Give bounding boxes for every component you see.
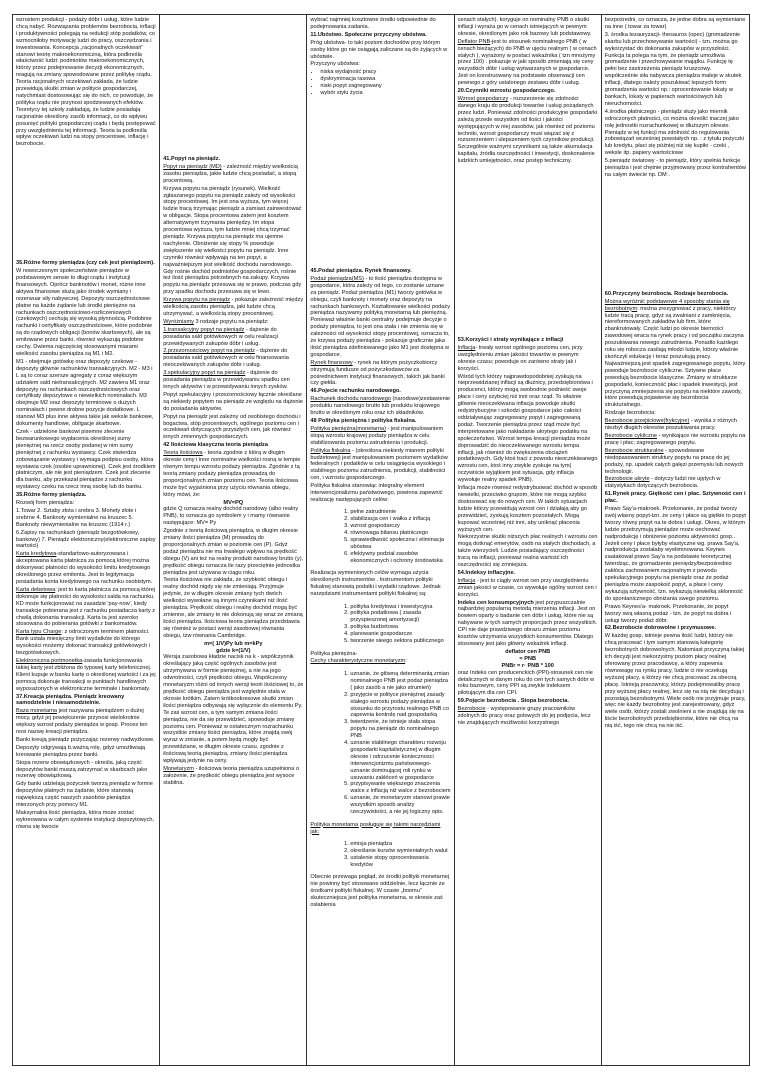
list-item: 5. przypisywanie większego znaczenia walce z inflacją niż walce z bezrobociem <box>350 781 450 795</box>
section-heading: 59.Pojęcie bezrobocia . Stopa bezrobocia. <box>457 698 569 705</box>
paragraph-text: 6.Zapisy na rachunkach (pieniądz bezgotówkowy, bankowy) 7. Pieniądz elektroniczny(elektroniczne zapisy wartości) <box>16 529 156 550</box>
paragraph <box>16 781 156 809</box>
paragraph <box>458 17 598 38</box>
list-item: 2. polityka podatkowa ( zasada przyspieszonej amortyzacji) <box>350 610 450 624</box>
paragraph <box>163 348 303 369</box>
section-heading: 37.Kreacja pieniądza. Pieniądz kreowany samodzielnie i niesamodzielnie. <box>16 693 125 707</box>
text-column-1 <box>13 15 160 1065</box>
paragraph-text: - (określona niekiedy mianem polityki budżetowej) jest manipulowaniem poziomem wydatków federalnych i podatków w celu osiągnięcia wysokiego i stabilnego poziomu zatrudnienia, produkcji, stabilności cen, i wzrostu gospodarczego. <box>310 447 448 482</box>
paragraph-text: Przyczyny ubóstwa: <box>310 61 360 68</box>
paragraph <box>458 534 598 569</box>
paragraph <box>605 109 746 157</box>
paragraph-text: 3. środka tezauryzacji- thesauros (opec) (gromadzenie skarbu lub przechowywanie wartości) - tzn. można go wykorzystać do dokonania zakupów w przyszłości. Funkcja ta polega na tym, że pieniądz umożliwia gromadzenie i przechowywanie majątku. Funkcję tę pełni bez zastrzeżenia pieniądz kruszcowy. współcześnie siła nabywcza pieniądza maleje w skutek inflacji, dlatego należy poszukiwać lepszych form gromadzenia wartości np.: oprocentowanie lokaty w bankach, lokaty w papierach wartościowych lub nieruchomości. <box>604 31 742 107</box>
list-item: 4. planowanie gospodarcze <box>350 631 450 638</box>
paragraph <box>605 299 746 410</box>
list-item: 3. ustalenie stopy oprocentowania kredytów <box>350 855 450 869</box>
paragraph-text: - jest manipulowaniem stopą wzrostu krajowej podaży pieniądza w celu stabilizowania poziomu zatrudnienia i produkcji. <box>310 425 444 446</box>
paragraph <box>605 604 746 625</box>
paragraph <box>310 822 450 836</box>
paragraph <box>310 874 450 909</box>
list-item: 6. efektywny podział zasobów ekonomicznych i ochrony środowiska <box>350 551 450 565</box>
document-sheet <box>12 14 750 1066</box>
paragraph <box>163 370 303 391</box>
term-underlined: Deflator PNB <box>457 38 491 45</box>
paragraph <box>163 766 303 787</box>
paragraph-text: Gdy banki udzielają pożyczek tworzą pieniądz w formie depozytów płatnych na żądanie, które stanowią największą część naszych zasobów pieniądza mierzonych przy pomocy M1. <box>16 781 153 809</box>
term-underlined: Podaż pieniądza(MS) <box>310 275 364 282</box>
formula-line: m=( 1/V)Py lub m=kPy <box>204 640 263 647</box>
list-item: 2. określanie kursów wymienialnych walut <box>350 848 450 855</box>
section-heading: 45.Podaż pieniądza. Rynek finansowy. <box>310 267 412 274</box>
paragraph <box>310 651 450 658</box>
paragraph-text: W każdej gosp. istnieje pewna ilość ludzi, którzy nie chcą pracować i tym samym stanowią kategorię bezrobotnych dobrowolnych. Natomiast przyczyną takiej ich decyzji jest niekorzystny poziom płacy realnej oferowany przez pracodawcę, a który zapewnia równowagę na rynku pracy, ludzie ci nie oczekują wyższej płacy, a którzy nie chcą pracować za obecną płacę. Istnieją pracownicy, którzy podejmowaliby pracę przy wyższej płacy realnej, lecz się na nią nie decydują i pozostają bezrobotnymi. Wiele osób nie przyjmuje pracy, więc nie każdy bezrobotny jest zarejestrowany, gdyż wiele osób, którzy zostali zwolnieni a nie znajdują się na liście bezrobotnych przedsiębiorstw, które nie chcą na nią iść, tego nie chcą na nie iść. <box>604 633 746 730</box>
blank-space <box>16 149 156 259</box>
paragraph <box>605 17 746 31</box>
paragraph-text: - dążenie do posiadania sald gotówkowych w celu finansowania nieoczekiwanych zakupów dóbr i usług. <box>163 348 289 369</box>
paragraph <box>310 448 450 483</box>
term-underlined: 3.spekulacyjny popyt na pieniądz <box>163 370 246 377</box>
paragraph <box>16 530 156 551</box>
paragraph-text: : z odroczonym terminem płatności. Bank ustala miesięczny limit wydatków do którego wysokości możemy dokonać transakcji gotówkowych i bezgotówkowych. <box>16 629 150 657</box>
paragraph-text: - rozszerzenie się zdolności danego kraju do produkcji towarów i usług pożądanych przez ludzi. Ponieważ zdolności produkcyjne gospodarki zależą przede wszystkim od ilości i jakości występujących w niej zasobów, jak również od poziomu techniki, wzrost gospodarczy musi wiązać się z rozszerzeniem i ulepszeniem tych czynników produkcji. Szczególnie ważnymi czynnikami są także akumulacja kapitału, źródła oszczędności i inwestycji, doskonalenie ludzkich umiejętności, oraz postęp techniczny. <box>457 95 598 165</box>
paragraph-text: Banki kreują pieniądz pożyczając rezerwy nadwyżkowe. <box>16 736 155 743</box>
term-underlined: Inflacja <box>457 344 476 351</box>
paragraph-text: wybrać najmniej kosztowne środki odpowiednie do podejmowania zadania. <box>310 17 436 30</box>
term-underlined: Polityka pieniężna(monetarna) <box>310 425 386 432</box>
term-underlined: Monetaryzm <box>163 765 194 772</box>
paragraph-text: -jest to stosunek nominalnego PNB ( w cenach bieżących) do PNB w ujęciu realnym ( w cenach stałych ), wyrażony w postaci wskaźnika ( tzn mnożymy przez 100) . pokazuje w jaki sposób zmieniają się ceny wszystkich dóbr i usług wytwarzanych w gospodarce. Jest on konstruowany na podstawie obserwacji cen pewnego z góry ustalonego zestawu dóbr i usług. <box>457 38 597 87</box>
paragraph-text: oraz Indeks cen producenckich (PPI)-stosunek cen nie detalicznych w danym roku do cen tych samych dóbr w roku bazowym, ceny PPI są zwykle indeksem pilotującym dla cen CPI. <box>457 669 595 697</box>
paragraph <box>310 570 450 598</box>
paragraph <box>163 577 303 639</box>
section-heading: 62.Bezrobocie dobrowolne i przymusowe. <box>604 625 717 632</box>
list-item: • wybór stylu życia <box>320 90 450 97</box>
text-column-4 <box>455 15 602 1065</box>
paragraph <box>458 600 598 648</box>
formula-line: deflator cen PNB <box>505 648 551 655</box>
paragraph-text: bezpośredni, co oznacza, że jedne dobra są wymieniane na inne ( towar za towar) <box>604 17 746 30</box>
term-underlined: Można wyróżnić podstawowe 4 sposoby stania się bezrobotnym <box>604 298 730 312</box>
term-underlined: Wyróżniamy <box>163 318 194 325</box>
paragraph <box>16 629 156 657</box>
paragraph-text: Krzywa popytu na pieniądz (rysunek). Wielkość zgłaszanego popytu na pieniądz zależy od wysokości stopy procentowej. Im jest ona wyższa, tym więcej ludzie tracą trzymając pieniądz a zamiast zainwestować w obligacje. Stopa procentowa zatem jest kosztem alternatywnym trzymania pieniędzy. Im stopa procentowa wyższa, tym ludzie mniej chcą trzymać pieniądz. Krzywa popytu na pieniądz ma ujemne nachylenie. Obniżenie się stopy % powoduje zwiększenie się wielkości popytu na pieniądz. Inne czynniki również wpływają na ten popyt, a najważniejszym jest wielkość dochodu narodowego. Gdy rośnie dochód podmiotów gospodarczych, rośnie też ilość pieniądza potrzebnych na zakupy. Krzywa popytu na pieniądz przesuwa się w prawo, podczas gdy przy spadku dochodu przesuwa się w lewo. <box>163 185 302 296</box>
section-heading: 35.Różne formy pieniądza (czy cek jest pieniądzem). <box>16 260 155 267</box>
paragraph-text: - jest to ciągły wzrost cen przy uwzględnieniu zmian jakości w czasie, co wywołuje ogólny wzrost cen i korzyści. <box>457 577 597 598</box>
term-underlined: 2.przezornościowy popyt na pieniądz <box>163 348 255 355</box>
paragraph <box>16 359 156 428</box>
paragraph-text: - dążenie do posiadania pieniądza w przewidywaniu spadku cen innych aktywów i w przewidywaniu innych zysków. <box>163 370 290 390</box>
paragraph <box>458 578 598 599</box>
paragraph-text: Rozwój form pieniądza: <box>16 500 75 507</box>
paragraph <box>458 670 598 698</box>
paragraph-text: Popyt na pieniądz jest zależny od osobistego dochodu i bogactwa, stóp procentowych, ogólnego poziomu cen i oczekiwań dotyczących przyszłych cen, jak również innych zmiennych gospodarczych. <box>163 413 301 441</box>
list-item: 2. stabilizacja cen i wałka z inflacją <box>350 516 450 523</box>
paragraph <box>605 448 746 476</box>
paragraph-text: (narodowe)zestawienie produktu narodowego brutto lub produktu krajowego brutto w określonym roku oraz ich składników. <box>310 396 451 417</box>
term-underlined: Teoria ilościowa <box>163 450 203 457</box>
text-column-5 <box>602 15 749 1065</box>
paragraph-text: - dotyczy ludzi nie ujętych w statystykach dotyczących bezrobocia. <box>604 476 721 490</box>
blank-space <box>310 207 450 267</box>
paragraph-text: : <box>405 658 407 665</box>
formula-line: MV=PQ <box>223 499 244 506</box>
paragraph <box>16 17 156 148</box>
paragraph-text: : można zrezygnować z pracy, niektórzy ludzie tracą pracę, gdyż są zwalniani z zamknięcia, niereformowanych zakładów lub firm, które zbankrutowały. Część ludzi po okresie bierności zawodowej wraca na rynek pracy i od początku zaczyna poszukiwania nowego zatrudnienia. Ponadto każdego roku się robocza zasilają młodzi ludzie, którzy właśnie skończyli edukację i teraz poszukują pracy. Najważniejszą jest spadek zagregowanego popytu, który powoduje bezrobocie cykliczne. Sztywne płace powodują bezrobocie klasyczne. Zmiany w strukturze gospodarki, konieczność płac i spadek inwestycji, jest przyczyną zmniejszenia się popytu na niektóre zawody, które powodują pojawienie się bezrobocia strukturalnego. <box>604 305 746 409</box>
paragraph-text: - spowodowane niedopasowaniem struktury popytu na pracę do jej podaży, np. upadek całych gałęzi przemysłu lub nowych technologii. <box>604 447 744 475</box>
section-heading: 54.Indeksy inflacyjne. <box>457 569 516 576</box>
paragraph <box>605 418 746 432</box>
paragraph <box>458 706 598 727</box>
term-underlined: Rachunek dochodu narodowego <box>310 396 391 403</box>
numbered-list <box>310 671 450 816</box>
term-underlined: Bezrobocie przejściowe(frykcyjne) <box>604 418 690 425</box>
paragraph-text: gdzie Q oznacza realny dochód narodowy (albo realny PNB), to oznacza go symbolem y i mamy równanie następujące: MV= Py <box>163 506 299 527</box>
term-underlined: Bezrobocie cykliczne <box>604 432 658 439</box>
list-item: 2. przyjęcie w polityce pieniężnej zasady stałego wzrostu podaży pieniądza w stosunku do przyrostu realnego PNB co zapewnia kontrolę nad gospodarką <box>350 692 450 720</box>
paragraph <box>458 374 598 485</box>
paragraph-text: cenach stałych). koryguje on nominalny PNB o skutki inflacji i wyraża go w cenach istniejących w pewnym okresie, określonym jako rok bazowy lub podstawowy. <box>457 17 592 37</box>
blank-space <box>458 166 598 276</box>
paragraph-text: 1.Towar 2. Sztaby złota i srebra 3. Monety złote i srebrne 4. Banknoty wymienialne na kruszec 5. Banknoty niewymienialne na kruszec (1914 r.) <box>16 507 137 528</box>
paragraph <box>310 658 450 665</box>
paragraph-text: Czek - udzielone bankowi pisemne zlecenie bezwarunkowego wypłacenia określonej sumy pieniężnej na rzecz osoby podanej w nim sumy pieniężnej z rachunku wystawcy. Czek stwierdza zobowiązanie wystawcy i wymaga podpisu osoby, która wystawia czek (osobie uprawnionej). Czek jest środkiem płatniczym, ale nie jest pieniądzem. Czek jest zlecenie dla banku, aby przekazał pieniądze z rachunku wystawcy czeku na rzecz inną osobę lub do banku. <box>16 428 156 491</box>
term-bold: Indeks cen konsumpcyjnych <box>457 599 534 606</box>
section-heading: 60.Przyczyny bezrobocia. Rodzaje bezrobocia. <box>604 290 729 297</box>
list-item: 6. uznanie, że monetaryzm stanowi prawie wszystkim sposób analizy rzeczywistości, a nie jej logiczny opis. <box>350 795 450 816</box>
paragraph <box>310 40 450 61</box>
paragraph <box>16 810 156 831</box>
list-item: 1. uznanie, że główną determinantą zmian nominalnego PNB jest podaż pieniądza ( jako zasób a nie jako strumień) <box>350 671 450 692</box>
paragraph <box>163 297 303 318</box>
paragraph-text: Teoria ilościowa nie zakłada, że szybkość obiegu i realny dochód nigdy się nie zmieniają. Przyjmuje jedynie, że w długim okresie zmiany tych dwóch wielkości wywołane są innymi czynnikami niż ilość pieniądza. Prędkość obiegu i realny dochód mogą być zmienne, ale zmiany te nie dokonują się wraz ze zmianą ilości pieniądza. Ilościowa teoria pieniądza przedstawia się również w postaci wersji zasobowej równania obiegu, tzw równania Cambridge. <box>163 577 303 639</box>
paragraph-text: Polityka fiskalna stanowiąc integralny element interwencjonalizmu państwowego, powinna zapewnić realizację następujących celów: <box>310 483 443 503</box>
term-underlined: Polityka fiskalna <box>310 447 351 454</box>
term-underlined: Karta kredytowa <box>16 551 57 558</box>
paragraph <box>310 17 450 31</box>
paragraph <box>163 319 303 326</box>
list-item: 4. równowaga bilansu płatniczego <box>350 530 450 537</box>
paragraph <box>605 476 746 490</box>
section-heading: 53.Korzyści i straty wynikające z inflacji <box>457 337 564 344</box>
paragraph <box>16 658 156 693</box>
paragraph <box>16 760 156 781</box>
paragraph <box>16 551 156 586</box>
term-underlined: Karta typu Charge <box>16 629 62 636</box>
formula-line: gdzie k=(1/V) <box>216 647 251 654</box>
paragraph <box>16 587 156 628</box>
blank-space <box>605 180 746 290</box>
term-underlined: Baza monetarna <box>16 708 58 715</box>
formula-line: PNBr = r· PNB * 100 <box>501 662 554 669</box>
paragraph <box>16 737 156 744</box>
paragraph <box>310 396 450 417</box>
section-heading: 20.Czynniki wzrostu gospodarczego. <box>457 88 556 95</box>
paragraph-text: Rodzaje bezrobocia: <box>604 410 656 417</box>
paragraph-text: -zasada funkcjonowania takiej karty jest zbliżona do typowej karty telefonicznej. Klient kupuje w banku kartę o określonej wartości i za jej pomocą dokonuje transakcji w punktach handlowych wyposażonych w elektroniczne terminale i bankomaty. <box>16 657 156 692</box>
paragraph <box>458 485 598 533</box>
bullet-list <box>310 69 450 97</box>
paragraph <box>16 429 156 491</box>
section-heading: 41.Popyt na pieniądz. <box>163 156 221 162</box>
paragraph-text: Depozyty odgrywają b.ważną rolę, gdyż umożliwiają kreowanie pieniądza przez banki. <box>16 744 146 758</box>
paragraph-text: Zgodnie z teorią ilościową pieniądza, w długim okresie zmiany ilości pieniądza (M) prowadzą do proporcjonalnych zmian w poziomie cen (P). Gdyż podaż pieniądza nie ma trwałego wpływu na prędkość obiegu (V) ani też na realny produkt narodowy brutto (y), prędkość obiegu oznacza ile razy przeciętnie jednostka pieniądza jest używana w ciągu roku. <box>163 528 304 576</box>
term-underlined: Krzywa popytu na pieniądz <box>163 297 231 304</box>
paragraph-text: Obecnie przewaga pogląd, że środki polityki monetarnej nie powinny być stosowane oddzielnie, lecz łącznie ze środkami polityki fiskalnej. W czasie „boomu” skuteczniejsza jest polityka monetarna, w okresie zaś osłabienia <box>310 874 450 908</box>
paragraph <box>16 745 156 759</box>
paragraph-text: - dążenie do posiadania sald gotówkowych w celu realizacji przewidywanych zakupów dóbr i usług. <box>163 326 278 347</box>
paragraph-text: Wersja zasobowa kładzie nacisk na k - współczynnik określający jaką część ogólnych zasobów jest utrzymywana w formie pieniężnej, a nie na jego odwrotności, czyli prędkości obiegu. Współczesny monetaryzm różni od innych wersji teorii ilościowej to, że prędkość obiegu pieniądza jest względnie stała w okresie krótkim. Zatem krótkookresowe skutki zmian ilości pieniądza odbywają się wyłącznie do elementu Py. Te zaś wzrost cen, a tym samym zmiana ilości pieniądza, nie da się przewidzieć, spowoduje zmianę poziomu cen. Ponieważ w ostatecznym rozrachunku wszystkie zmiany ilości pieniądza, które znajdą swój wyraz w zmianie, a potem będą mogły być przewidziane, w długim okresie czasu, zgodnie z ilościową teorią pieniądza, zmiany ilości pieniądza wpływają jedynie na ceny. <box>163 654 304 765</box>
paragraph <box>605 32 746 108</box>
paragraph <box>163 506 303 527</box>
paragraph-text: - to ilość pieniądza dostępna w gospodarce, która zależy od tego, co zostanie uznane za pieniądz. Podaż pieniądza (M1) tworzy gotówka w obiegu, czyli banknoty i monety oraz depozyty na rachunkach bankowych. Kształtowanie wielkości podaży pieniądza nazywamy polityką monetarną lub pieniężną. Ponieważ właśnie banki centralny podejmuje decyzje o podaży pieniądza, to jest ona stała i nie zmienia się w zależności od wysokości stopy procentowej, oznacza to, że krzywa podaży pieniądza - pokazuje graficznie jaka ilość pieniądza zdefiniowanego jako M1 jest dostępna w gospodarce. <box>310 275 450 358</box>
list-item: 5. tworzenie sieego sektora publicznego <box>350 638 450 645</box>
paragraph <box>310 426 450 447</box>
paragraph-text: Maksymalna ilość pieniądza, która może zostać wykreowana w całym systemie instytucji depozytowych, równa się kwocie <box>16 810 155 830</box>
term-underlined: Karta debetowa <box>16 586 56 593</box>
section-heading: 35.Różne formy pieniądza. <box>16 492 87 499</box>
section-heading: 11.Ubóstwo. Społeczne przyczyny ubóstwa. <box>310 31 427 38</box>
paragraph-text: Popyt spekulacyjny i przezornościowy łącznie określane są niekiedy popytem na pieniądz ze względu na dążenie do posiadania aktywów. <box>163 391 303 412</box>
paragraph-text: - zależność między wielkością zasobu pieniądza, jakie ludzie chcą posiadać, a stopą procentową. <box>163 163 298 184</box>
blank-space <box>163 77 303 137</box>
list-item: 4. uznanie stabilnego charakteru rozwoju gospodarki kapitalistycznej w długim okresie i odrzucenie koniecznosci interwencjonizmu państwowego-uznanie dominującej roli rynku w usuwaniu zakłóceń w gospodarce <box>350 740 450 781</box>
paragraph <box>163 164 303 185</box>
paragraph-text: - ilościowa teoria pieniądza uzupełniona o założenie, że prędkość obiegu pieniądza jest wysoce stabilna. <box>163 765 300 786</box>
paragraph-text: 4.środka płatniczego - pieniądz służy jako miernik odroczonych płatności, co można określić inaczej jako rolę jednostki rozrachunkowej w dłuższym okresie. Pieniądz w tej funkcji ma zdolność do regulowania zobowiązań wcześniej powstałych np. : z tytułu pożyczki lub kredytu, płaci się później niż się kupiło - czeki , weksle itp. papiery wartościowe <box>604 108 745 157</box>
term-underlined: Bezrobocie ukryte <box>604 476 650 483</box>
paragraph <box>163 654 303 765</box>
paragraph-text: 5.pieniądz światowy - to pieniądz, który spełnia funkcje pieniądza i jest chętnie przyjmowany przez kontrahentów na całym świecie np. DM . <box>604 158 746 178</box>
paragraph <box>605 158 746 179</box>
paragraph-text: - wynika z różnych niezbyt długich okresów poszukiwania pracy. <box>604 418 737 432</box>
term-underlined: Polityka monetarna posługuje się takimi narzędziami jak: <box>310 821 441 835</box>
paragraph-text: W nowoczesnym społeczeństwie pieniądze w podstawowym sensie to długi rządu i instytucji finansowych. Oprócz banknotów i monet, różne inne aktywa finansowe służą jako środek wymiany i rezerwuar siły nabywczej. Depozyty oszczędnościowe płatne na każde żądanie lub środki pieniężne na rachunkach oszczędnościowo-rozliczeniowych (czekowych) cechują się wysoką płynnością. Podobnie rachunki i certyfikaty oszczędnościowe, które podobnie są do rządowych obligacji (bonów skarbowych), ale są emitowane przez banki, również wykazują podobne cechy. Dwiema najczęściej stosowanymi miarami wielkości zasobu pieniądza są M1 i M2. <box>16 268 153 357</box>
formula-line: = PNB <box>519 655 537 662</box>
blank-space <box>163 137 303 155</box>
list-item: • dyskryminacja rasowa <box>320 76 450 83</box>
paragraph <box>605 410 746 417</box>
paragraph <box>310 276 450 359</box>
list-item: 1. polityka kredytowa i inwestycyjna <box>350 604 450 611</box>
paragraph <box>16 268 156 358</box>
term-underlined: Bezrobocie strukturalne <box>604 447 664 454</box>
section-heading: 42 Ilościowa klasyczna teoria pieniądza <box>163 442 268 449</box>
paragraph-text: - rynek na którym pożyczkobiorcy otrzymują fundusze od pożyczkodawców za pośrednictwem instytucji finansowych, takich jak banki czy giełda. <box>310 359 445 387</box>
paragraph <box>163 414 303 442</box>
paragraph-text: jest nazywana pieniądzem o dużej mocy, gdyż jej powiększenie przynosi wielokrotnie większy wzrost podaży pieniądza w gosp. Proces ten nosi nazwę kreacji pieniądza. <box>16 708 148 736</box>
paragraph <box>310 360 450 388</box>
paragraph-text: - pokazuje zależność między wielkością zasobu pieniądza, jaki ludzie chcą utrzymywać, a wielkością stopy procentowej. <box>163 297 304 317</box>
blank-space <box>458 276 598 336</box>
section-heading: 61.Rynek pracy. Giętkość cen i płac. Sztywność cen i płac. <box>604 491 746 505</box>
paragraph <box>16 500 156 507</box>
list-item: 5. sprawiedliwość społeczna i eliminacja ubóstwa <box>350 537 450 551</box>
list-item: • niski popyt zagregowany <box>320 83 450 90</box>
paragraph <box>163 327 303 348</box>
numbered-list <box>310 604 450 645</box>
paragraph <box>458 96 598 165</box>
paragraph-text: - teoria zgodnie z którą w długim okresie ceny i inne nominalne wielkości rosną w tempie równym tempu wzrostu podaży pieniądza. Zgodnie z tą teorią zmiany podaży pieniądza prowadzą do proporcjonalnych zmian poziomu cen. Teoria ilościowa może być wyjaśniona przy użyciu równania obiegu, który mówi, że: <box>163 450 301 498</box>
numbered-list <box>310 841 450 869</box>
paragraph-text: Stopa rezerw obowiązkowych - określa, jaką część depozytów banki muszą zatrzymać w skarbcach jako rezerwę obowiązkową. <box>16 759 148 780</box>
term-underlined: Rynek finansowy <box>310 359 353 366</box>
term-underlined: Inflacja <box>457 577 476 584</box>
term-underlined: Bezrobocie <box>457 706 486 713</box>
paragraph <box>16 708 156 736</box>
paragraph-text: - występowanie grupy pracowników zdolnych do pracy oraz gotowych do jej podjęcia, lecz nie znajdujących możliwości korzystnego <box>457 706 591 726</box>
paragraph <box>163 450 303 498</box>
paragraph-text: Niekorzystne skutki niższych płac realnych i wzrostu cen mogą dotknąć emerytów, osób na stałych dochodach, a także wierzycieli. Ludzie posiadający oszczędności tracą na inflacji, ponieważ realna wartość ich oszczędności się zmniejsza. <box>457 534 598 569</box>
paragraph-text: Inflacja może również redystrybuować dochód w sposób niewielki, przeciwko grupom, które nie mogą szybko dostosować się do nowych cen. W takich sytuacjach ludzie którzy przewidują wzrost cen i działają aby go przewidzieć, zyskują kosztem pozostałych. Mogą kupować wcześniej niż inni, aby uniknąć płacenia wyższych cen. <box>457 485 598 533</box>
paragraph-text: Próg ubóstwa- to taki poziom dochodów przy którym osoby które go nie osiągają zaliczane są do żyjących w ubóstwie. <box>310 39 448 60</box>
list-item: 3. polityka budżetowa <box>350 624 450 631</box>
paragraph <box>458 345 598 373</box>
term-underlined: 1.transakcyjny popyt na pieniądz <box>163 326 245 333</box>
paragraph-text: Polityka pieniężna- <box>310 650 358 657</box>
paragraph <box>310 61 450 68</box>
section-heading: 46.Pojecie rachunku narodowego. <box>310 388 401 395</box>
list-item: 1. pełne zatrudnienie <box>350 509 450 516</box>
paragraph <box>163 528 303 576</box>
term-underlined: Elektroniczna portmonetka <box>16 657 83 664</box>
term-underlined: Cechy charakterystyczne monetaryzm <box>310 658 406 665</box>
term-underlined: Wzrost gospodarczy <box>457 95 509 102</box>
blank-space <box>163 17 303 77</box>
paragraph <box>605 433 746 447</box>
paragraph <box>605 633 746 730</box>
paragraph-text: 3 rodzaje popytu na pieniądz: <box>193 318 269 325</box>
paragraph-text: - wynikające nie wzrostu popytu na pracę i płac; zagregowanego popytu. <box>604 432 746 446</box>
numbered-list <box>310 509 450 564</box>
paragraph-text: M1 - obejmuje gotówkę oraz depozyty czekowe - depozyty głównie rachunków transakcyjnych. M2 - M3 i L są to coraz szersze agregaty z coraz większym udziałem sald nietransakcyjnych. M2 zawiera M1 oraz depozyty na rachunkach oszczędnościowych oraz certyfikaty depozytowe o niewielkich nominałach. M3 obejmuje M2 oraz depozyty terminowe o dużych nominałach i pewne drobne pozycje dodatkowe. L stanowi M3 plus inne aktywa takie jak weksle bankowe, dokumenty handlowe, obligacje skarbowe. <box>16 358 154 428</box>
paragraph-text: : jest to karta płatnicza za pomocą której dokonuje się płatności do wysokości salda na rachunku. KD może funkcjonować na zasadzie 'pay-now', kiedy transakcje pobierana jest z rachunku posiadacza karty z chwilą dokonania transakcji. Karta ta jest szeroko stosowana do pobierania gotówki z bankomatów. <box>16 586 155 628</box>
section-heading: 48 Polityka pieniężna i polityka fiskalna. <box>310 418 417 424</box>
paragraph-text: Realizacja wymienionych celów wymaga użycia określonych instrumentów . Instrumentom polityki fiskalnej stanowią podatki i wydatki rządowe. Jednak narzędziami instrumentami polityki fiskalnej są: <box>310 570 441 598</box>
list-item: • niska wydajność pracy <box>320 69 450 76</box>
text-column-3 <box>307 15 454 1065</box>
paragraph-text: Wśród tych którzy najprawdopodobniej zyskują na nieprzewidzianej inflacji są dłużnicy, przedsiębiorstwa i producenci, którzy mogą swobodnie podnieść swoje płace i ceny szybciej niż inni oraz rząd. To właśnie głównie nieoczekiwana inflacja powoduje skutki redystrybucyjne i szkodzi gospodarce jako całości oddziaływując zagregowany popyt i zagregowaną podaż. Tworzenie pieniądza przez rząd może być interpretowane jako nakładanie ukrytego podatku na społeczeństwo. Wzrost tempa kreacji pieniądza może doprowadzić do nieoczekiwanego wzrostu tempa inflacji, jak również do zwiększenia obciążeń podatkowych. Gdy ktoś traci z powodu nieoczekiwanego wzrostu cen, ktoś inny zwykle zyskuje na tym( oczywiście wyjątkiem jest sytuacja, gdy inflacja wywołuje realny spadek PNB). <box>457 373 598 484</box>
paragraph-text: wzrostem produkcji - podaży dóbr i usług, które ludzie chcą nabyć. Rozwiązania problemów bezrobocia, inflacji i produktywności polegają na redukcji stóp podatków, co wzmocniłoby motywację ludzi do pracy, oszczędzania i inwestowania. Koncepcja „racjonalnych oczekiwań” stanowi teorię makroekonomiczną, która podkreśla właściwość ludzi: podmiotów makroekonomicznych, którzy przez podejmowanie decyzji ekonomicznych, reagują na zmiany spowodowane przez politykę rządu. Teoria racjonalnych oczekiwań zakłada, że ludzie przewidują skutki zmian w polityce gospodarczej, natychmiast dostosowując się do nich, co powoduje, że polityka rządu nie przynosi spodziewanych efektów. Teoretycy tej szkoły zakładają, że ludzie posiadają racjonalnie określony zasób informacji, co do wpływu posunięć polityki gospodarczej rządu i będą postępować przy uwzględnieniu tej informacji. Teoria ta podkreśla wpływ oczekiwań ludzi na stopy procentowe, inflację i bezrobocie. <box>16 17 156 148</box>
paragraph <box>310 483 450 504</box>
paragraph <box>163 392 303 413</box>
paragraph-text: Prawo Say'a-makroek. Przekonanie, że podaż tworzy swój własny popyt-tzn. że ceny i płace są giętkie to popyt tworzy równy popyt na te dobra i usługi. Okres, w którym ludzie przetrzymują pieniądze może oechować nadprodukcję i obniżenie poziomu aktywności gosp.. Jeżeli ceny i płace byłyby elastyczne wg. prawa Say'a, nadprodukcja zostałaby wyeliminowana. Keynes zaatakował prawo Say'a na podstawie teoretycznej twierdząc, że gromadzenie pieniędzy/bezpośrednio zakłóca zachowaniem racjonalnym z powodu spekulacyjnego popytu na pieniądz oraz że podaż pieniądza może zaspokoić popyt, a płace i ceny wykazują sztywność, tzn. wykazują niewielką skłonność do spontanicznego obniżania swego poziomu. <box>604 506 746 602</box>
paragraph-text: -standartowo-autoryzowana i akceptowana karta płatnicza za pomocą której można dokonywać płatności do wysokości limitu kredytowego określonego przez emitenta. Jest to legitymacja posiadania konta kredytowego na rachunku osobistym. <box>16 551 153 585</box>
list-item: 1. emisja pieniądza <box>350 841 450 848</box>
paragraph <box>605 506 746 603</box>
term-underlined: Popyt na pieniądz (MD) <box>163 163 222 170</box>
list-item: 3. twierdzenie, że istnieje stała stopa popytu na pieniądz do nominalnego PNB <box>350 719 450 740</box>
paragraph-text: Prawo Keynes'a- makroek. Przekonanie, że popyt tworzy swą własną podaż - tzn. że popyt na dobra i usługi tworzy podaż dóbr. <box>604 603 732 624</box>
blank-space <box>310 97 450 207</box>
paragraph-text: jest przypuszczalnie najbardziej popularną metodą mierzenia inflacji. Jest on bowiem oparty o badanie cen dóbr i usług, które nie są nabywane w tych samych proporcjach przez wszystkich. CPI nie daje prawdziwego obrazu zmian poziomu kosztów utrzymania wszystkich konsumentów. Dlatego stosowany jest jako główny wskaźnik inflacji. <box>457 599 598 647</box>
list-item: 3. wzrost gospodarczy <box>350 523 450 530</box>
paragraph <box>458 39 598 87</box>
text-column-2 <box>160 15 307 1065</box>
paragraph-text: - trwały wzrost ogólnego poziomu cen, przy uwzględnieniu zmian jakości towarów w pewnym okresie czasu; powoduje on zarówno straty jak i korzyści. <box>457 344 583 372</box>
paragraph <box>16 508 156 529</box>
paragraph <box>163 186 303 297</box>
